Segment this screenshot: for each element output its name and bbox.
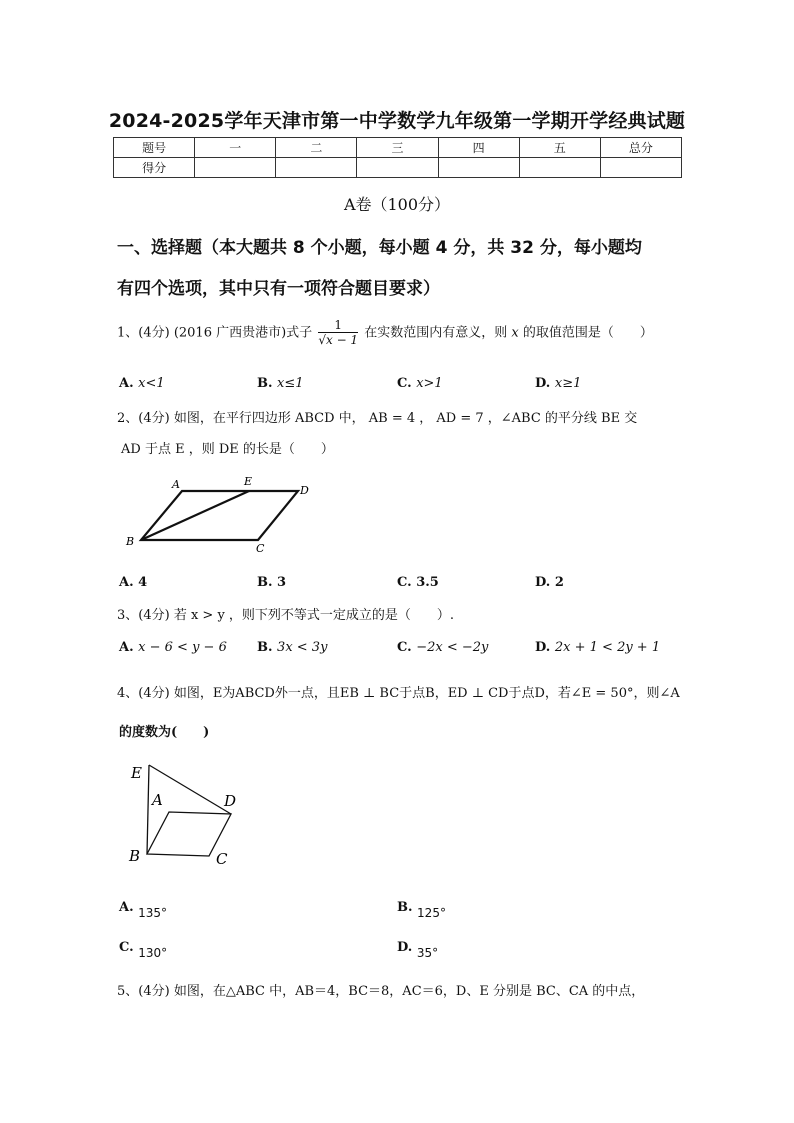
q1-denominator: √x − 1 [318, 333, 359, 347]
q1-numerator: 1 [318, 318, 358, 333]
label-c: C [216, 850, 228, 868]
parallelogram-abcd [141, 491, 298, 540]
q1-option-b[interactable]: B. x≤1 [257, 376, 304, 391]
label-c: C [256, 542, 265, 555]
q1-radicand: x − 1 [325, 333, 359, 347]
q4-option-d[interactable]: D. 35° [397, 940, 439, 960]
score-cell [438, 158, 519, 178]
label-b: B [126, 535, 135, 548]
segment-eb [147, 765, 149, 854]
label-a: A [152, 791, 163, 809]
q2-option-b[interactable]: B. 3 [257, 575, 287, 590]
label-b: B [129, 847, 141, 865]
q3-option-d[interactable]: D. 2x + 1 < 2y + 1 [535, 640, 661, 655]
q2-option-c[interactable]: C. 3.5 [397, 575, 439, 590]
score-cell [600, 158, 681, 178]
score-cell [276, 158, 357, 178]
section-heading-line2: 有四个选项，其中只有一项符合题目要求） [117, 279, 440, 299]
q4-line1: 4、(4分) 如图，E为ABCD外一点，且EB ⊥ BC于点B，ED ⊥ CD于点D，若∠E = 50°，则∠A [117, 686, 680, 701]
label-d: D [300, 484, 309, 497]
score-cell [519, 158, 600, 178]
score-header-cell: 总分 [600, 138, 681, 158]
q3-option-a[interactable]: A. x − 6 < y − 6 [119, 640, 227, 655]
q3-option-c[interactable]: C. −2x < −2y [397, 640, 489, 655]
q2-option-a[interactable]: A. 4 [119, 575, 148, 590]
q1-option-d[interactable]: D. x≥1 [535, 376, 582, 391]
score-header-cell: 题号 [114, 138, 195, 158]
score-table-score-row [114, 158, 682, 178]
q4-option-c[interactable]: C. 130° [119, 940, 168, 960]
score-row-label: 得分 [114, 158, 195, 178]
question-3: 3、(4分) 若 x > y ，则下列不等式一定成立的是（ ）. [117, 608, 455, 623]
q4-option-a[interactable]: A. 135° [119, 900, 168, 920]
score-header-cell: 三 [357, 138, 438, 158]
label-e: E [131, 764, 142, 782]
q2-line1: 2、(4分) 如图，在平行四边形 ABCD 中， AB = 4 ， AD = 7 ，∠ABC 的平分线 BE 交 [117, 411, 638, 426]
score-header-cell: 一 [195, 138, 276, 158]
q4-quadrilateral-figure [125, 758, 245, 873]
bisector-be [141, 491, 249, 540]
score-header-cell: 五 [519, 138, 600, 158]
q2-line2: AD 于点 E ，则 DE 的长是（ ） [121, 442, 334, 457]
volume-label: A卷（100分） [343, 195, 451, 214]
q2-parallelogram-figure [120, 470, 320, 560]
q1-option-c[interactable]: C. x>1 [397, 376, 443, 391]
score-header-cell: 二 [276, 138, 357, 158]
q4-line2: 的度数为( ) [119, 725, 210, 740]
score-table-header-row [114, 138, 682, 158]
label-d: D [224, 792, 237, 810]
page-title: 2024-2025学年天津市第一中学数学九年级第一学期开学经典试题 [108, 110, 686, 132]
score-cell [357, 158, 438, 178]
q1-suffix2: 的取值范围是（ ） [522, 325, 653, 341]
label-e: E [244, 475, 253, 488]
score-table [113, 137, 682, 178]
q2-option-d[interactable]: D. 2 [535, 575, 564, 590]
q4-option-b[interactable]: B. 125° [397, 900, 446, 920]
q1-var: x [511, 325, 519, 341]
label-a: A [172, 478, 180, 491]
score-header-cell: 四 [438, 138, 519, 158]
q1-option-a[interactable]: A. x<1 [119, 376, 165, 391]
score-cell [195, 158, 276, 178]
q1-suffix: 在实数范围内有意义，则 [364, 325, 508, 341]
question-1 [117, 318, 653, 348]
q1-fraction [318, 318, 358, 348]
q1-prefix: 1、(4分) (2016 广西贵港市)式子 [117, 325, 313, 341]
q3-option-b[interactable]: B. 3x < 3y [257, 640, 328, 655]
section-heading-line1: 一、选择题（本大题共 8 个小题，每小题 4 分，共 32 分，每小题均 [117, 238, 642, 258]
question-5: 5、(4分) 如图，在△ABC 中，AB＝4，BC＝8，AC＝6，D、E 分别是 BC、CA 的中点， [117, 984, 645, 999]
